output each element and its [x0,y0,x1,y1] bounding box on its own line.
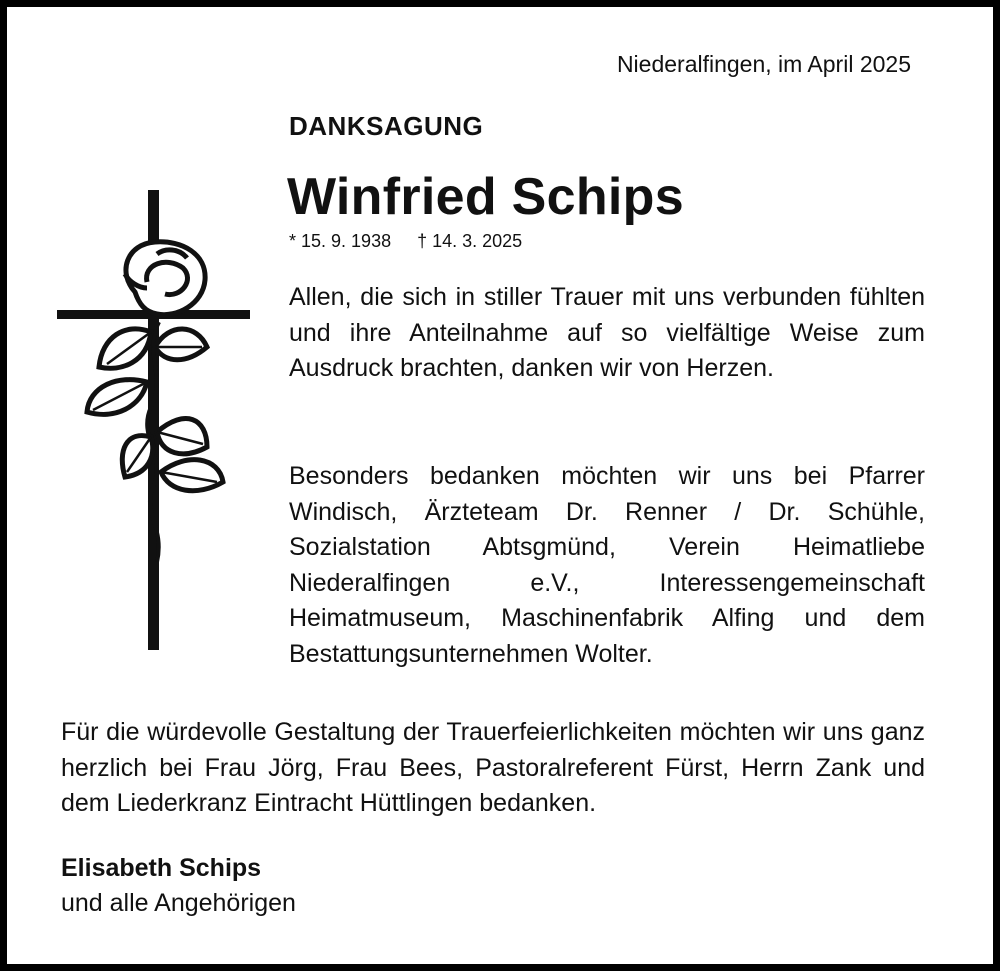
paragraph-thanks-ceremony: Für die würdevolle Gestaltung der Trauerfeierlichkeiten möchten wir uns ganz herzlich bei Frau Jörg, Frau Bees, Pastoralreferent Fürst, Herrn Zank und dem Liederkranz Eintracht Hüttlingen bedanken. [61,718,925,817]
cross-with-rose-icon [47,182,262,657]
deceased-name: Winfried Schips [287,168,684,226]
notice-heading: DANKSAGUNG [289,111,484,141]
paragraph-thanks-specific: Besonders bedanken möchten wir uns bei Pfarrer Windisch, Ärzteteam Dr. Renner / Dr. Schühle, Sozialstation Abtsgmünd, Verein Heimatliebe Niederalfingen e.V., Interessengemeinschaft Heimatmuseum, Maschinenfabrik Alfing und dem Bestattungsunternehmen Wolter. [289,462,925,668]
place-date: Niederalfingen, im April 2025 [616,51,911,77]
paragraph-thanks-general: Allen, die sich in stiller Trauer mit uns verbunden fühlten und ihre Anteilnahme auf so vielfältige Weise zum Ausdruck brachten, danken wir von Herzen. [289,283,925,382]
birth-date: * 15. 9. 1938 [289,231,392,251]
signature-subline: und alle Angehörigen [61,889,296,917]
life-dates [289,231,522,252]
signature-name: Elisabeth Schips [61,854,262,882]
death-date: † 14. 3. 2025 [417,231,523,251]
